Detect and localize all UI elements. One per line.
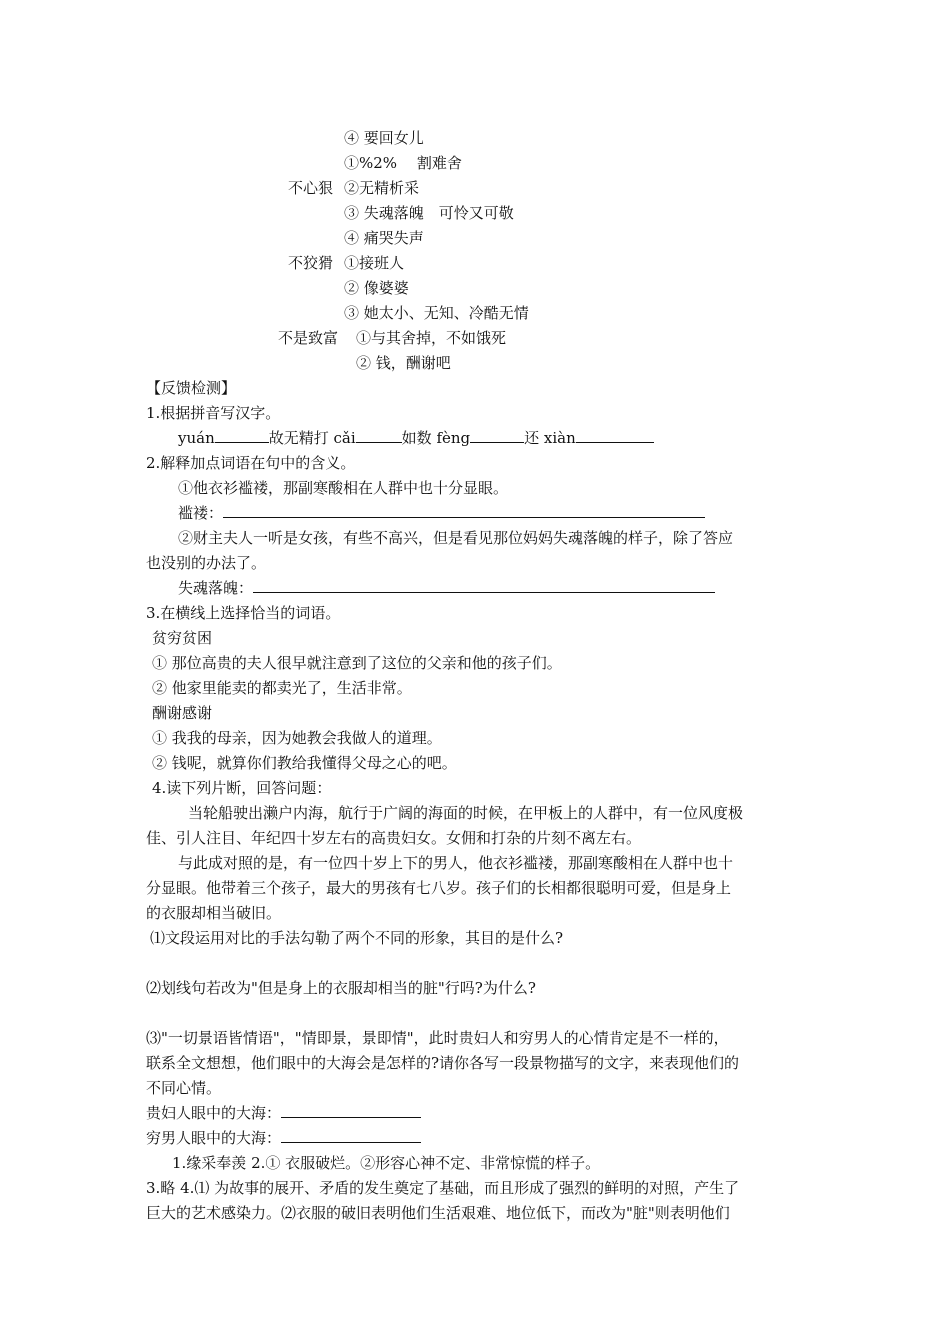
pinyin-cai: 故无精打 cǎi — [268, 429, 356, 447]
outline-line-2: ①%2% 割难舍 — [344, 154, 462, 172]
outline-label-wealth: 不是致富 — [278, 329, 339, 347]
passage-para-2-line-1: 与此成对照的是，有一位四十岁上下的男人，他衣衫褴褛，那副寒酸相在人群中也十 — [178, 854, 734, 872]
pinyin-yuan: yuán — [178, 429, 215, 447]
word-shihunluopo-label: 失魂落魄： — [178, 579, 254, 597]
question-4-3-rich-row — [146, 1103, 421, 1123]
answer-blank[interactable] — [356, 428, 402, 443]
question-4-3-line-1: ⑶"一切景语皆情语"，"情即景，景即情"，此时贵妇人和穷男人的心情肯定是不一样的， — [146, 1029, 729, 1047]
section-heading: 【反馈检测】 — [146, 379, 237, 397]
question-3-group-1-item-1: ① 那位高贵的夫人很早就注意到了这位的父亲和他的孩子们。 — [152, 654, 562, 672]
question-3: 3.在横线上选择恰当的词语。 — [146, 604, 341, 622]
outline-line-10: ② 钱，酬谢吧 — [356, 354, 451, 372]
question-2-word-1-row — [178, 503, 705, 523]
answer-blank[interactable] — [470, 428, 524, 443]
question-3-group-2-item-2: ② 钱呢，就算你们教给我懂得父母之心的吧。 — [152, 754, 457, 772]
question-3-group-2-title: 酬谢感谢 — [152, 704, 213, 722]
question-1-pinyin-row — [178, 428, 654, 448]
question-2-word-2-row — [178, 578, 715, 598]
outline-line-7: ② 像婆婆 — [344, 279, 409, 297]
answer-key-line-2: 3.略 4.⑴ 为故事的展开、矛盾的发生奠定了基础，而且形成了强烈的鲜明的对照，产生了 — [146, 1179, 740, 1197]
answer-blank[interactable] — [281, 1128, 421, 1143]
answer-blank[interactable] — [281, 1103, 421, 1118]
passage-para-1-line-1: 当轮船驶出濑户内海，航行于广阔的海面的时候，在甲板上的人群中，有一位风度极 — [188, 804, 744, 822]
outline-line-6: ①接班人 — [344, 254, 405, 272]
answer-blank[interactable] — [576, 428, 654, 443]
question-4-3-line-2: 联系全文想想，他们眼中的大海会是怎样的?请你各写一段景物描写的文字，来表现他们的 — [146, 1054, 740, 1072]
outline-line-8: ③ 她太小、无知、冷酷无情 — [344, 304, 529, 322]
outline-line-1: ④ 要回女儿 — [344, 129, 424, 147]
question-4-2: ⑵划线句若改为"但是身上的衣服却相当的脏"行吗?为什么? — [146, 979, 536, 997]
question-1: 1.根据拼音写汉字。 — [146, 404, 281, 422]
pinyin-xian: 还 xiàn — [524, 429, 576, 447]
question-4-3-poor-row — [146, 1128, 421, 1148]
question-2-sentence-2b: 也没别的办法了。 — [146, 554, 267, 572]
answer-key-line-1: 1.缘采奉羡 2.① 衣服破烂。②形容心神不定、非常惊慌的样子。 — [172, 1154, 601, 1172]
outline-line-4: ③ 失魂落魄 可怜又可敬 — [344, 204, 514, 222]
question-2-sentence-1: ①他衣衫褴褛，那副寒酸相在人群中也十分显眼。 — [178, 479, 509, 497]
outline-line-5: ④ 痛哭失声 — [344, 229, 424, 247]
question-4: 4.读下列片断，回答问题： — [152, 779, 332, 797]
passage-para-2-line-2: 分显眼。他带着三个孩子，最大的男孩有七八岁。孩子们的长相都很聪明可爱，但是身上 — [146, 879, 732, 897]
answer-blank[interactable] — [215, 428, 269, 443]
answer-key-line-3: 巨大的艺术感染力。⑵衣服的破旧表明他们生活艰难、地位低下，而改为"脏"则表明他们 — [146, 1204, 730, 1222]
question-2: 2.解释加点词语在句中的含义。 — [146, 454, 356, 472]
question-4-1: ⑴文段运用对比的手法勾勒了两个不同的形象，其目的是什么? — [150, 929, 564, 947]
question-3-group-1-item-2: ② 他家里能卖的都卖光了，生活非常。 — [152, 679, 412, 697]
outline-label-heart: 不心狠 — [288, 179, 334, 197]
pinyin-feng: 如数 fèng — [401, 429, 471, 447]
outline-label-cunning: 不狡猾 — [288, 254, 334, 272]
answer-blank[interactable] — [223, 503, 705, 518]
passage-para-2-line-3: 的衣服却相当破旧。 — [146, 904, 282, 922]
question-4-3-line-3: 不同心情。 — [146, 1079, 222, 1097]
rich-woman-sea-label: 贵妇人眼中的大海： — [146, 1104, 282, 1122]
outline-line-3: ②无精析采 — [344, 179, 420, 197]
word-lanlv-label: 褴褛： — [178, 504, 224, 522]
question-3-group-2-item-1: ① 我我的母亲，因为她教会我做人的道理。 — [152, 729, 442, 747]
poor-man-sea-label: 穷男人眼中的大海： — [146, 1129, 282, 1147]
outline-line-9: ①与其舍掉，不如饿死 — [356, 329, 507, 347]
question-3-group-1-title: 贫穷贫困 — [152, 629, 213, 647]
passage-para-1-line-2: 佳、引人注目、年纪四十岁左右的高贵妇女。女佣和打杂的片刻不离左右。 — [146, 829, 642, 847]
answer-blank[interactable] — [253, 578, 715, 593]
question-2-sentence-2a: ②财主夫人一听是女孩，有些不高兴，但是看见那位妈妈失魂落魄的样子，除了答应 — [178, 529, 734, 547]
